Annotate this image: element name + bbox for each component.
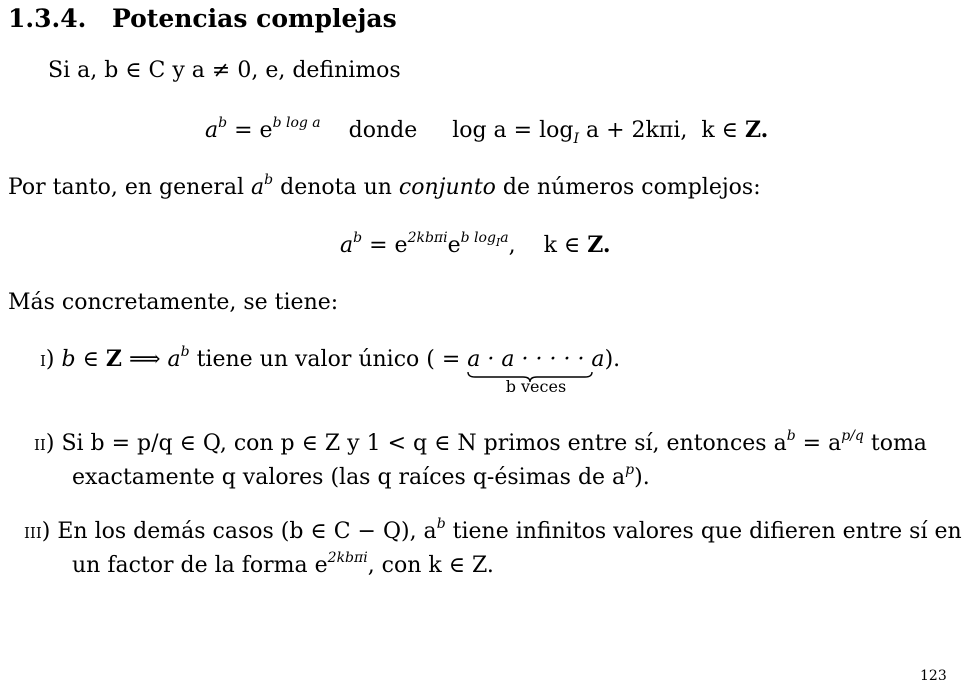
item-label: i) [40,347,55,372]
paragraph-2: Por tanto, en general $a^b$ denota un conjunto de números complejos: [8,172,761,200]
list-item: i) b ∈ Z ⟹ $a^b$ tiene un valor único ( = a · a · · · · · a b veces ). [40,344,621,396]
equation-1: $a^b = e^{b log a}$ donde $\log a = \log_I a + 2k\pi i$, k ∈ Z. [205,115,769,147]
page-number: 123 [920,668,947,684]
section-number: 1.3.4. [8,4,87,33]
underbrace-product: a · a · · · · · a b veces [467,347,605,396]
list-item: iii) En los demás casos (b ∈ C − Q), $a^b$ tiene infinitos valores que difieren entre sí en [24,516,962,544]
item-label: iii) [24,519,51,544]
intro-text: Si a, b ∈ C y a ≠ 0, e, definimos [48,58,401,83]
underbrace-label: b veces [505,377,567,396]
equation-2: $a^b = e^{2kb\pi i}e^{b logIa}$, k ∈ Z. [340,230,611,258]
paragraph-3: Más concretamente, se tiene: [8,290,339,315]
section-title: Potencias complejas [112,4,397,33]
list-item-continuation: un factor de la forma $e^{2kb\pi i}$, con k ∈ Z. [72,550,494,578]
section-heading [8,4,397,33]
item-label: ii) [34,431,55,456]
list-item: ii) Si b = p/q ∈ Q, con p ∈ Z y 1 < q ∈ N primos entre sí, entonces $a^b = a^{p/q}$ toma [34,428,927,456]
list-item-continuation: exactamente q valores (las q raíces q-ésimas de $a^p$). [72,462,650,490]
